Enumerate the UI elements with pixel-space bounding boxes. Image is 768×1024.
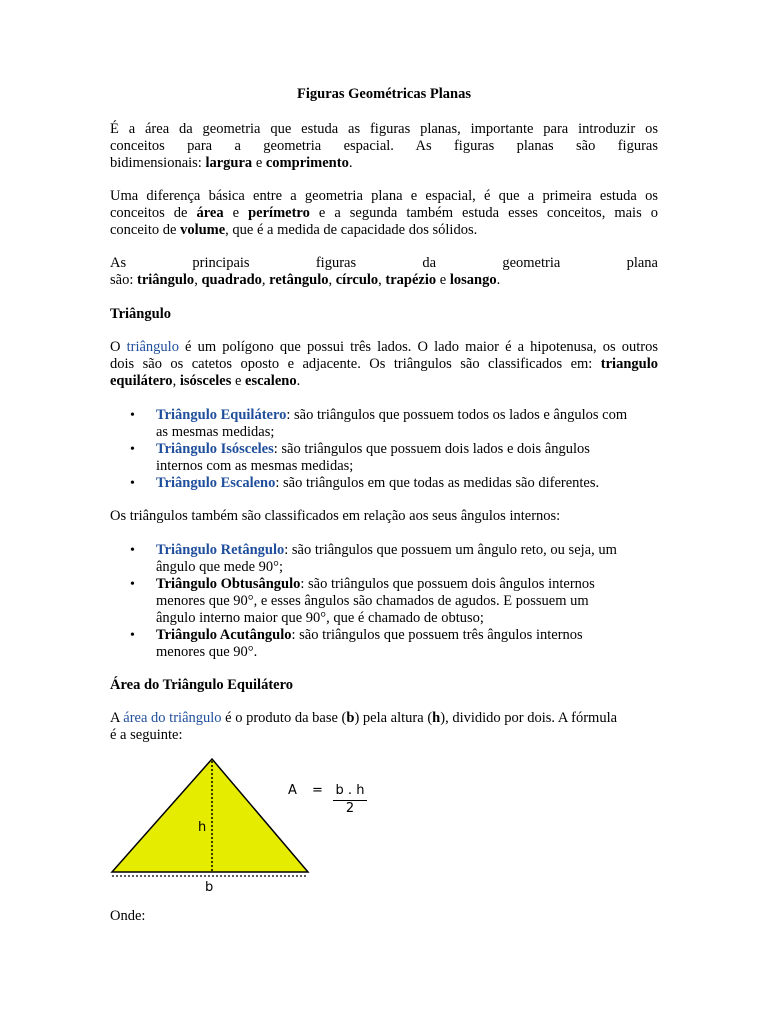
term-retangulo[interactable]: Triângulo Retângulo (156, 542, 285, 558)
triangle-types-by-sides-list (110, 407, 658, 492)
main-figures-line-1: As principais figuras da geometria plana (110, 255, 658, 271)
onde-label: Onde: (110, 908, 146, 924)
bold-isosceles: isósceles (179, 373, 232, 389)
figures-pre: são: (110, 272, 137, 288)
item-text-cont: menores que 90°. (156, 644, 258, 660)
angles-paragraph: Os triângulos também são classificados em relação aos seus ângulos internos: (110, 508, 561, 524)
intro-line-2: conceitos para a geometria espacial. As figuras planas são figuras (110, 138, 658, 154)
sep: , (328, 272, 336, 288)
tri-l2: dois são os catetos oposto e adjacente. Os triângulos são classificados em: (110, 356, 601, 372)
area-mid1: é o produto da base ( (221, 710, 347, 726)
intro-line-3 (110, 155, 658, 172)
bold-comprimento: comprimento (265, 155, 349, 171)
bold-volume: volume (180, 222, 226, 238)
list-item (110, 576, 658, 627)
area-post: ), dividido por dois. A fórmula (440, 710, 618, 726)
figure-item: losango (449, 272, 497, 288)
sep: , (194, 272, 202, 288)
item-text-cont: as mesmas medidas; (156, 424, 275, 440)
bold-h: h (432, 710, 441, 726)
figure-item: triângulo (136, 272, 195, 288)
difference-paragraph (110, 188, 658, 239)
formula-denominator: 2 (345, 801, 355, 816)
item-text-cont: internos com as mesmas medidas; (156, 458, 354, 474)
triangle-diagram (108, 755, 368, 895)
triangulo-link[interactable]: triângulo (126, 339, 179, 355)
list-item (110, 441, 658, 475)
area-formula (288, 782, 297, 799)
triangle-line-1 (110, 339, 658, 356)
bold-triangulo: triangulo (600, 356, 658, 372)
formula-numerator: b . h (333, 782, 367, 801)
formula-equals: = (312, 783, 323, 798)
intro-and: e (252, 155, 266, 171)
period: . (496, 272, 501, 288)
figure-item: quadrado (201, 272, 262, 288)
intro-line-1: É a área da geometria que estuda as figuras planas, importante para introduzir os (110, 121, 658, 137)
tri-pre: O (110, 339, 127, 355)
section-heading-triangulo: Triângulo (110, 306, 171, 322)
term-escaleno[interactable]: Triângulo Escaleno (156, 475, 276, 491)
item-text: : são triângulos que possuem dois lados e dois ângulos (273, 441, 590, 457)
list-item (110, 475, 658, 492)
bold-largura: largura (205, 155, 253, 171)
area-do-triangulo-link[interactable]: área do triângulo (123, 710, 222, 726)
difference-line-3 (110, 222, 658, 239)
intro-period: . (348, 155, 353, 171)
page-title: Figuras Geométricas Planas (297, 86, 471, 102)
difference-line-2 (110, 205, 658, 222)
period: . (296, 373, 301, 389)
diff-l2-and: e (223, 205, 249, 221)
diff-l3-post: , que é a medida de capacidade dos sólidos. (225, 222, 478, 238)
main-figures-line-2 (110, 272, 658, 289)
list-item (110, 542, 658, 576)
figure-item: retângulo (269, 272, 329, 288)
figure-item: círculo (335, 272, 379, 288)
bold-perimetro: perímetro (248, 205, 310, 221)
item-text-cont: ângulo que mede 90°; (156, 559, 284, 575)
area-paragraph (110, 710, 658, 744)
list-item (110, 627, 658, 661)
area-mid2: ) pela altura ( (354, 710, 433, 726)
triangle-line-2 (110, 356, 658, 373)
base-label: b (205, 880, 214, 895)
sep: e (436, 272, 450, 288)
item-text: : são triângulos em que todas as medidas são diferentes. (275, 475, 600, 491)
formula-a: A (288, 783, 297, 798)
intro-line-3-text: bidimensionais: (110, 155, 206, 171)
diff-l2-post: e a segunda também estuda esses conceitos, mais o (309, 205, 658, 221)
tri-l1-post: é um polígono que possui três lados. O lado maior é a hipotenusa, os outros (178, 339, 658, 355)
sep: , (378, 272, 386, 288)
area-line-2: é a seguinte: (110, 727, 183, 743)
item-text: : são triângulos que possuem três ângulos internos (291, 627, 583, 643)
intro-paragraph (110, 121, 658, 172)
triangle-figure (108, 755, 368, 900)
item-text: : são triângulos que possuem um ângulo reto, ou seja, um (284, 542, 617, 558)
term-isosceles[interactable]: Triângulo Isósceles (156, 441, 274, 457)
area-pre: A (110, 710, 124, 726)
bold-escaleno: escaleno (245, 373, 297, 389)
main-figures-paragraph (110, 255, 658, 289)
sep: , (261, 272, 270, 288)
term-acutangulo: Triângulo Acutângulo (156, 627, 292, 643)
sep: e (231, 373, 246, 389)
triangle-types-by-angles-list (110, 542, 658, 661)
bold-equilatero: equilátero (110, 373, 173, 389)
item-text-cont: menores que 90°, e esses ângulos são chamados de agudos. E possuem um (156, 593, 589, 609)
triangle-paragraph (110, 339, 658, 390)
list-item (110, 407, 658, 441)
diff-l2-pre: conceitos de (110, 205, 197, 221)
bold-area: área (196, 205, 224, 221)
term-obtusangulo: Triângulo Obtusângulo (156, 576, 301, 592)
term-equilatero[interactable]: Triângulo Equilátero (156, 407, 287, 423)
diff-l3-pre: conceito de (110, 222, 181, 238)
figure-item: trapézio (385, 272, 437, 288)
item-text: : são triângulos que possuem dois ângulos internos (300, 576, 595, 592)
triangle-line-3 (110, 373, 658, 390)
height-label: h (198, 820, 207, 835)
area-line-1 (110, 710, 658, 727)
difference-line-1: Uma diferença básica entre a geometria plana e espacial, é que a primeira estuda os (110, 188, 658, 204)
bold-b: b (346, 710, 355, 726)
section-heading-area: Área do Triângulo Equilátero (110, 677, 294, 693)
item-text: : são triângulos que possuem todos os lados e ângulos com (286, 407, 628, 423)
triangle-shape (112, 759, 308, 872)
item-text-cont: ângulo interno maior que 90°, que é chamado de obtuso; (156, 610, 484, 626)
sep: , (172, 373, 180, 389)
